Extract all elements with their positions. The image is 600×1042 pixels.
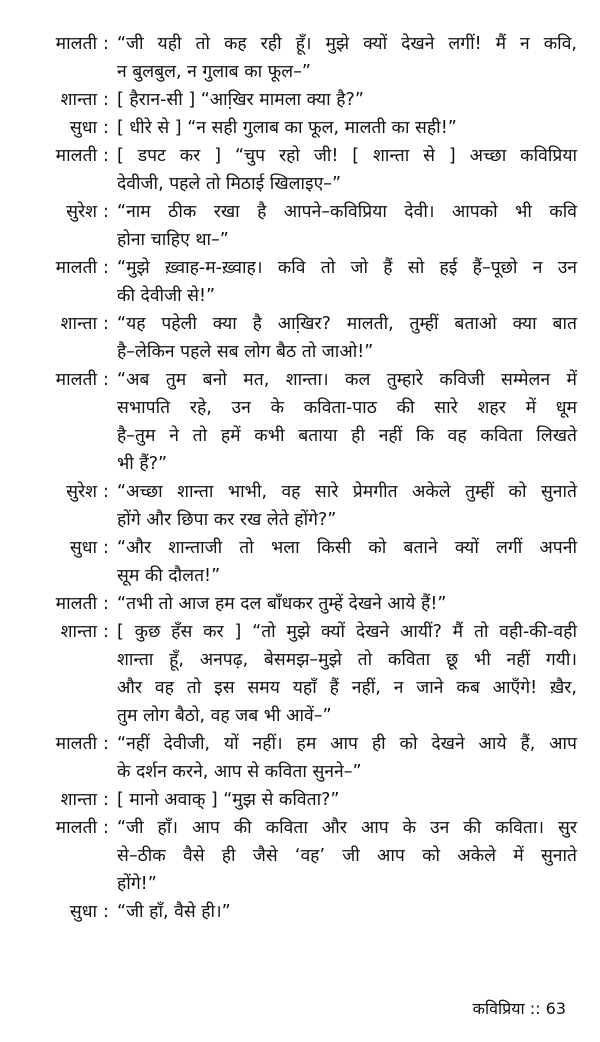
dialogue-text	[117, 478, 577, 534]
speaker-name: सुधा	[69, 902, 97, 922]
speaker-name: मालती	[55, 34, 97, 54]
dialogue-line: से–ठीक वैसे ही जैसे ‘वह’ जी आप को अकेले में सुनाते	[117, 846, 577, 866]
dialogue-line: “जी यही तो कह रही हूँ। मुझे क्यों देखने लगीं! मैं न कवि,	[117, 34, 577, 54]
speaker-separator: :	[103, 902, 109, 922]
dialogue-line: तुम लोग बैठो, वह जब भी आवें–”	[117, 706, 332, 726]
dialogue-line: होंगे!”	[117, 874, 157, 894]
dialogue-line: और वह तो इस समय यहाँ हैं नहीं, न जाने कब आएँगे! ख़ैर,	[117, 678, 577, 698]
dialogue-text	[117, 198, 577, 254]
speaker-separator: :	[103, 622, 109, 642]
speaker-separator: :	[103, 594, 109, 614]
dialogue-entry	[0, 730, 600, 786]
dialogue-line: [ धीरे से ] “न सही गुलाब का फूल, मालती का सही!”	[117, 118, 457, 138]
dialogue-text	[117, 814, 577, 898]
dialogue-line: की देवीजी से!”	[117, 286, 216, 306]
dialogue-text	[117, 114, 577, 142]
speaker-name: मालती	[55, 734, 97, 754]
speaker-name: शान्ता	[60, 90, 97, 110]
dialogue-line: के दर्शन करने, आप से कविता सुनने–”	[117, 762, 362, 782]
dialogue-line: “अब तुम बनो मत, शान्ता। कल तुम्हारे कविजी सम्मेलन में	[117, 370, 577, 390]
dialogue-line: [ डपट कर ] “चुप रहो जी! [ शान्ता से ] अच्छा कविप्रिया	[117, 146, 577, 166]
speaker-separator: :	[103, 90, 109, 110]
dialogue-text	[117, 254, 577, 310]
dialogue-entry	[0, 618, 600, 730]
speaker-separator: :	[103, 370, 109, 390]
dialogue-text	[117, 86, 577, 114]
dialogue-line: “जी हाँ, वैसे ही।”	[117, 902, 231, 922]
speaker-name: मालती	[55, 594, 97, 614]
page-number-separator: ::	[529, 999, 541, 1018]
dialogue-text	[117, 310, 577, 366]
dialogue-line: “नहीं देवीजी, यों नहीं। हम आप ही को देखने आये हैं, आप	[117, 734, 577, 754]
dialogue-line: “तभी तो आज हम दल बाँधकर तुम्हें देखने आये हैं!”	[117, 594, 447, 614]
dialogue-text	[117, 618, 577, 730]
speaker-separator: :	[103, 314, 109, 334]
speaker-name: शान्ता	[60, 622, 97, 642]
speaker-separator: :	[103, 818, 109, 838]
dialogue-line: “मुझे ख़्वाह-म-ख़्वाह। कवि तो जो हैं सो हई हैं–पूछो न उन	[117, 258, 577, 278]
dialogue-line: भी हैं?”	[117, 454, 168, 474]
dialogue-entry	[0, 366, 600, 478]
page-footer	[473, 997, 566, 1021]
dialogue-text	[117, 366, 577, 478]
dialogue-text	[117, 786, 577, 814]
speaker-name: सुरेश	[66, 482, 97, 502]
dialogue-entry	[0, 534, 600, 590]
dialogue-entry	[0, 142, 600, 198]
dialogue-entry	[0, 114, 600, 142]
dialogue-line: है–लेकिन पहले सब लोग बैठ तो जाओ!”	[117, 342, 374, 362]
speaker-separator: :	[103, 258, 109, 278]
dialogue-text	[117, 30, 577, 86]
dialogue-text	[117, 534, 577, 590]
dialogue-entry	[0, 786, 600, 814]
dialogue-entry	[0, 254, 600, 310]
dialogue-line: “यह पहेली क्या है आखि़र? मालती, तुम्हीं बताओ क्या बात	[117, 314, 577, 334]
page-number: 63	[545, 999, 566, 1018]
dialogue-entry	[0, 30, 600, 86]
dialogue-entry	[0, 590, 600, 618]
dialogue-line: “और शान्ताजी तो भला किसी को बताने क्यों लगीं अपनी	[117, 538, 577, 558]
dialogue-entry	[0, 898, 600, 926]
speaker-name: मालती	[55, 146, 97, 166]
dialogue-text	[117, 142, 577, 198]
dialogue-line: होंगे और छिपा कर रख लेते होंगे?”	[117, 510, 337, 530]
speaker-separator: :	[103, 202, 109, 222]
dialogue-entry	[0, 814, 600, 898]
speaker-name: मालती	[55, 370, 97, 390]
running-title: कविप्रिया	[472, 999, 525, 1018]
dialogue-text	[117, 590, 577, 618]
speaker-name: मालती	[55, 258, 97, 278]
speaker-separator: :	[103, 146, 109, 166]
speaker-name: सुधा	[69, 118, 97, 138]
dialogue-line: होना चाहिए था–”	[117, 230, 229, 250]
dialogue-text	[117, 730, 577, 786]
dialogue-line: “जी हाँ। आप की कविता और आप के उन की कविता। सुर	[117, 818, 577, 838]
speaker-name: सुधा	[69, 538, 97, 558]
dialogue-line: [ मानो अवाक् ] “मुझ से कविता?”	[117, 790, 340, 810]
dialogue-line: [ हैरान-सी ] “आखि़र मामला क्या है?”	[117, 90, 364, 110]
dialogue-text	[117, 898, 577, 926]
speaker-separator: :	[103, 118, 109, 138]
dialogue-line: शान्ता हूँ, अनपढ़, बेसमझ–मुझे तो कविता छू भी नहीं गयी।	[117, 650, 577, 670]
dialogue-entry	[0, 86, 600, 114]
dialogue-line: न बुलबुल, न गुलाब का फूल–”	[117, 62, 311, 82]
dialogue-line: [ कुछ हँस कर ] “तो मुझे क्यों देखने आयीं? मैं तो वही-की-वही	[117, 622, 577, 642]
speaker-name: शान्ता	[60, 314, 97, 334]
dialogue-line: सूम की दौलत!”	[117, 566, 221, 586]
speaker-separator: :	[103, 734, 109, 754]
dialogue-line: है–तुम ने तो हमें कभी बताया ही नहीं कि वह कविता लिखते	[117, 426, 577, 446]
dialogue-line: “नाम ठीक रखा है आपने–कविप्रिया देवी। आपको भी कवि	[117, 202, 577, 222]
speaker-separator: :	[103, 482, 109, 502]
dialogue-entry	[0, 310, 600, 366]
speaker-separator: :	[103, 538, 109, 558]
speaker-separator: :	[103, 34, 109, 54]
speaker-name: मालती	[55, 818, 97, 838]
dialogue-entry	[0, 478, 600, 534]
dialogue-line: “अच्छा शान्ता भाभी, वह सारे प्रेमगीत अकेले तुम्हीं को सुनाते	[117, 482, 577, 502]
dialogue-page	[0, 30, 600, 926]
dialogue-line: देवीजी, पहले तो मिठाई खिलाइए–”	[117, 174, 342, 194]
speaker-name: शान्ता	[60, 790, 97, 810]
dialogue-entry	[0, 198, 600, 254]
speaker-separator: :	[103, 790, 109, 810]
speaker-name: सुरेश	[66, 202, 97, 222]
dialogue-line: सभापति रहे, उन के कविता-पाठ की सारे शहर में धूम	[117, 398, 577, 418]
